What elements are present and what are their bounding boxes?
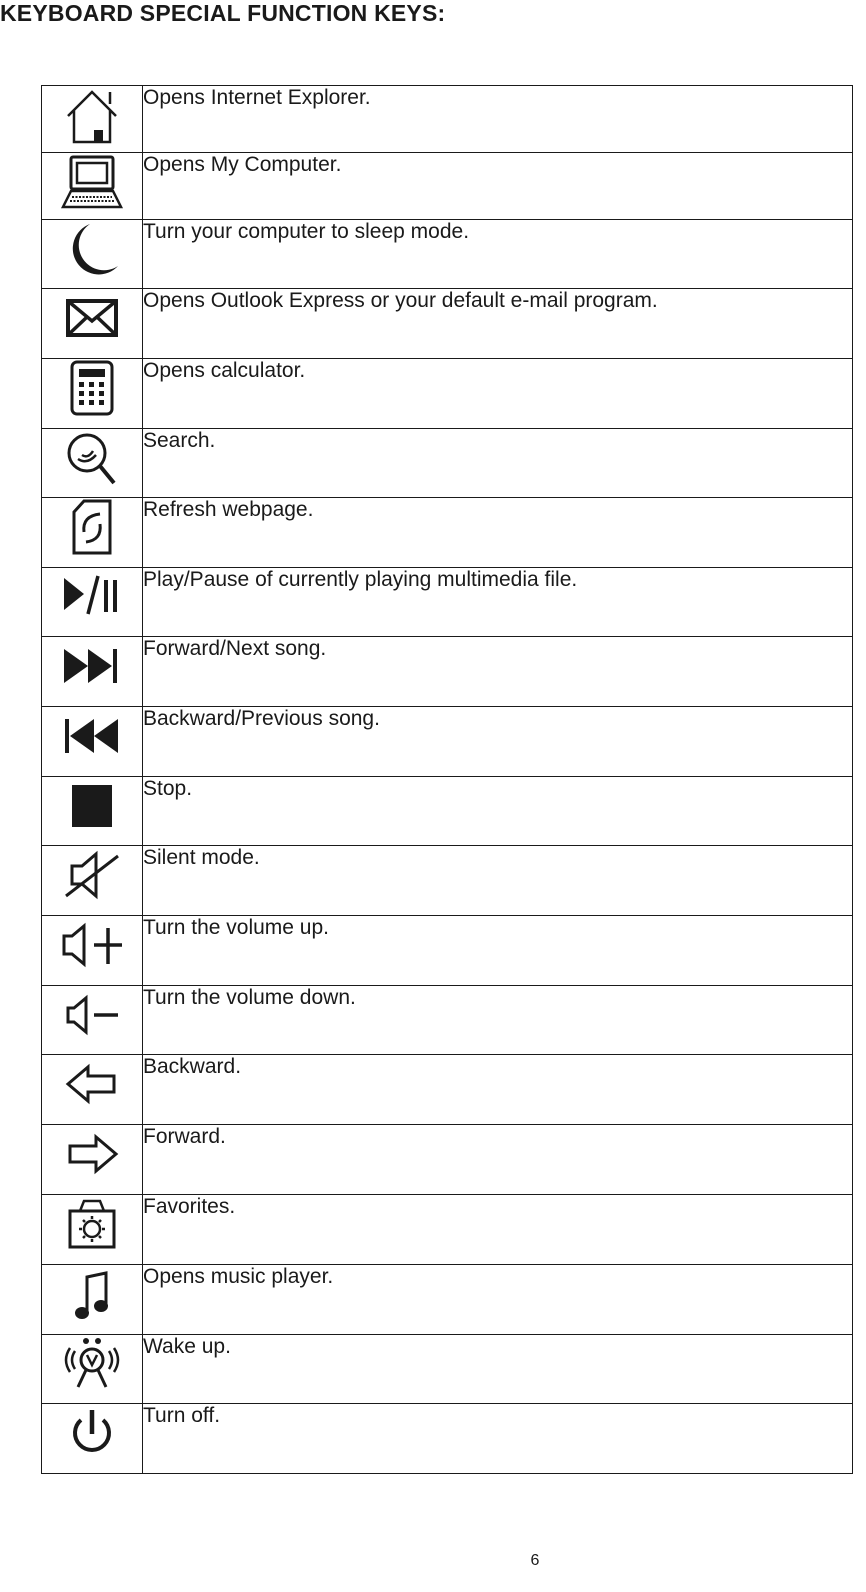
power-icon xyxy=(60,1404,124,1462)
stop-icon xyxy=(60,777,124,835)
key-description: Stop. xyxy=(143,777,853,846)
table-row xyxy=(42,568,853,637)
computer-icon xyxy=(60,153,124,211)
mute-icon xyxy=(60,846,124,904)
key-description: Forward/Next song. xyxy=(143,637,853,707)
table-row xyxy=(42,359,853,429)
page-title: KEYBOARD SPECIAL FUNCTION KEYS: xyxy=(0,0,446,26)
key-description: Wake up. xyxy=(143,1335,853,1404)
key-description: Turn your computer to sleep mode. xyxy=(143,220,853,289)
key-description: Opens My Computer. xyxy=(143,153,853,220)
table-row xyxy=(42,220,853,289)
key-description: Search. xyxy=(143,429,853,498)
key-description: Backward. xyxy=(143,1055,853,1125)
table-row xyxy=(42,1195,853,1265)
table-row xyxy=(42,846,853,916)
table-row xyxy=(42,1265,853,1335)
volume-up-icon xyxy=(60,916,124,974)
page-number: 6 xyxy=(530,1552,540,1569)
key-description: Turn off. xyxy=(143,1404,853,1474)
table-row xyxy=(42,1125,853,1195)
music-note-icon xyxy=(60,1265,124,1323)
back-arrow-icon xyxy=(60,1055,124,1113)
table-row xyxy=(42,1404,853,1474)
key-description: Play/Pause of currently playing multimedia file. xyxy=(143,568,853,637)
key-description: Opens Internet Explorer. xyxy=(143,86,853,153)
table-row xyxy=(42,916,853,986)
key-description: Turn the volume up. xyxy=(143,916,853,986)
table-row xyxy=(42,498,853,568)
function-keys-table xyxy=(41,85,853,1474)
table-row xyxy=(42,707,853,777)
volume-down-icon xyxy=(60,986,124,1044)
key-description: Silent mode. xyxy=(143,846,853,916)
table-row xyxy=(42,986,853,1055)
forward-arrow-icon xyxy=(60,1125,124,1183)
table-row xyxy=(42,289,853,359)
key-description: Opens calculator. xyxy=(143,359,853,429)
refresh-icon xyxy=(60,498,124,556)
next-track-icon xyxy=(60,637,124,695)
table-row xyxy=(42,86,853,153)
table-row xyxy=(42,153,853,220)
wake-up-icon xyxy=(60,1335,124,1393)
key-description: Refresh webpage. xyxy=(143,498,853,568)
key-description: Forward. xyxy=(143,1125,853,1195)
home-icon xyxy=(60,86,124,144)
table-row xyxy=(42,1055,853,1125)
calculator-icon xyxy=(60,359,124,417)
key-description: Favorites. xyxy=(143,1195,853,1265)
moon-icon xyxy=(60,220,124,278)
table-row xyxy=(42,777,853,846)
table-row xyxy=(42,637,853,707)
key-description: Opens Outlook Express or your default e-mail program. xyxy=(143,289,853,359)
favorites-icon xyxy=(60,1195,124,1253)
table-row xyxy=(42,1335,853,1404)
key-description: Opens music player. xyxy=(143,1265,853,1335)
mail-icon xyxy=(60,289,124,347)
search-icon xyxy=(60,429,124,487)
key-description: Turn the volume down. xyxy=(143,986,853,1055)
previous-track-icon xyxy=(60,707,124,765)
table-row xyxy=(42,429,853,498)
play-pause-icon xyxy=(60,568,124,626)
key-description: Backward/Previous song. xyxy=(143,707,853,777)
